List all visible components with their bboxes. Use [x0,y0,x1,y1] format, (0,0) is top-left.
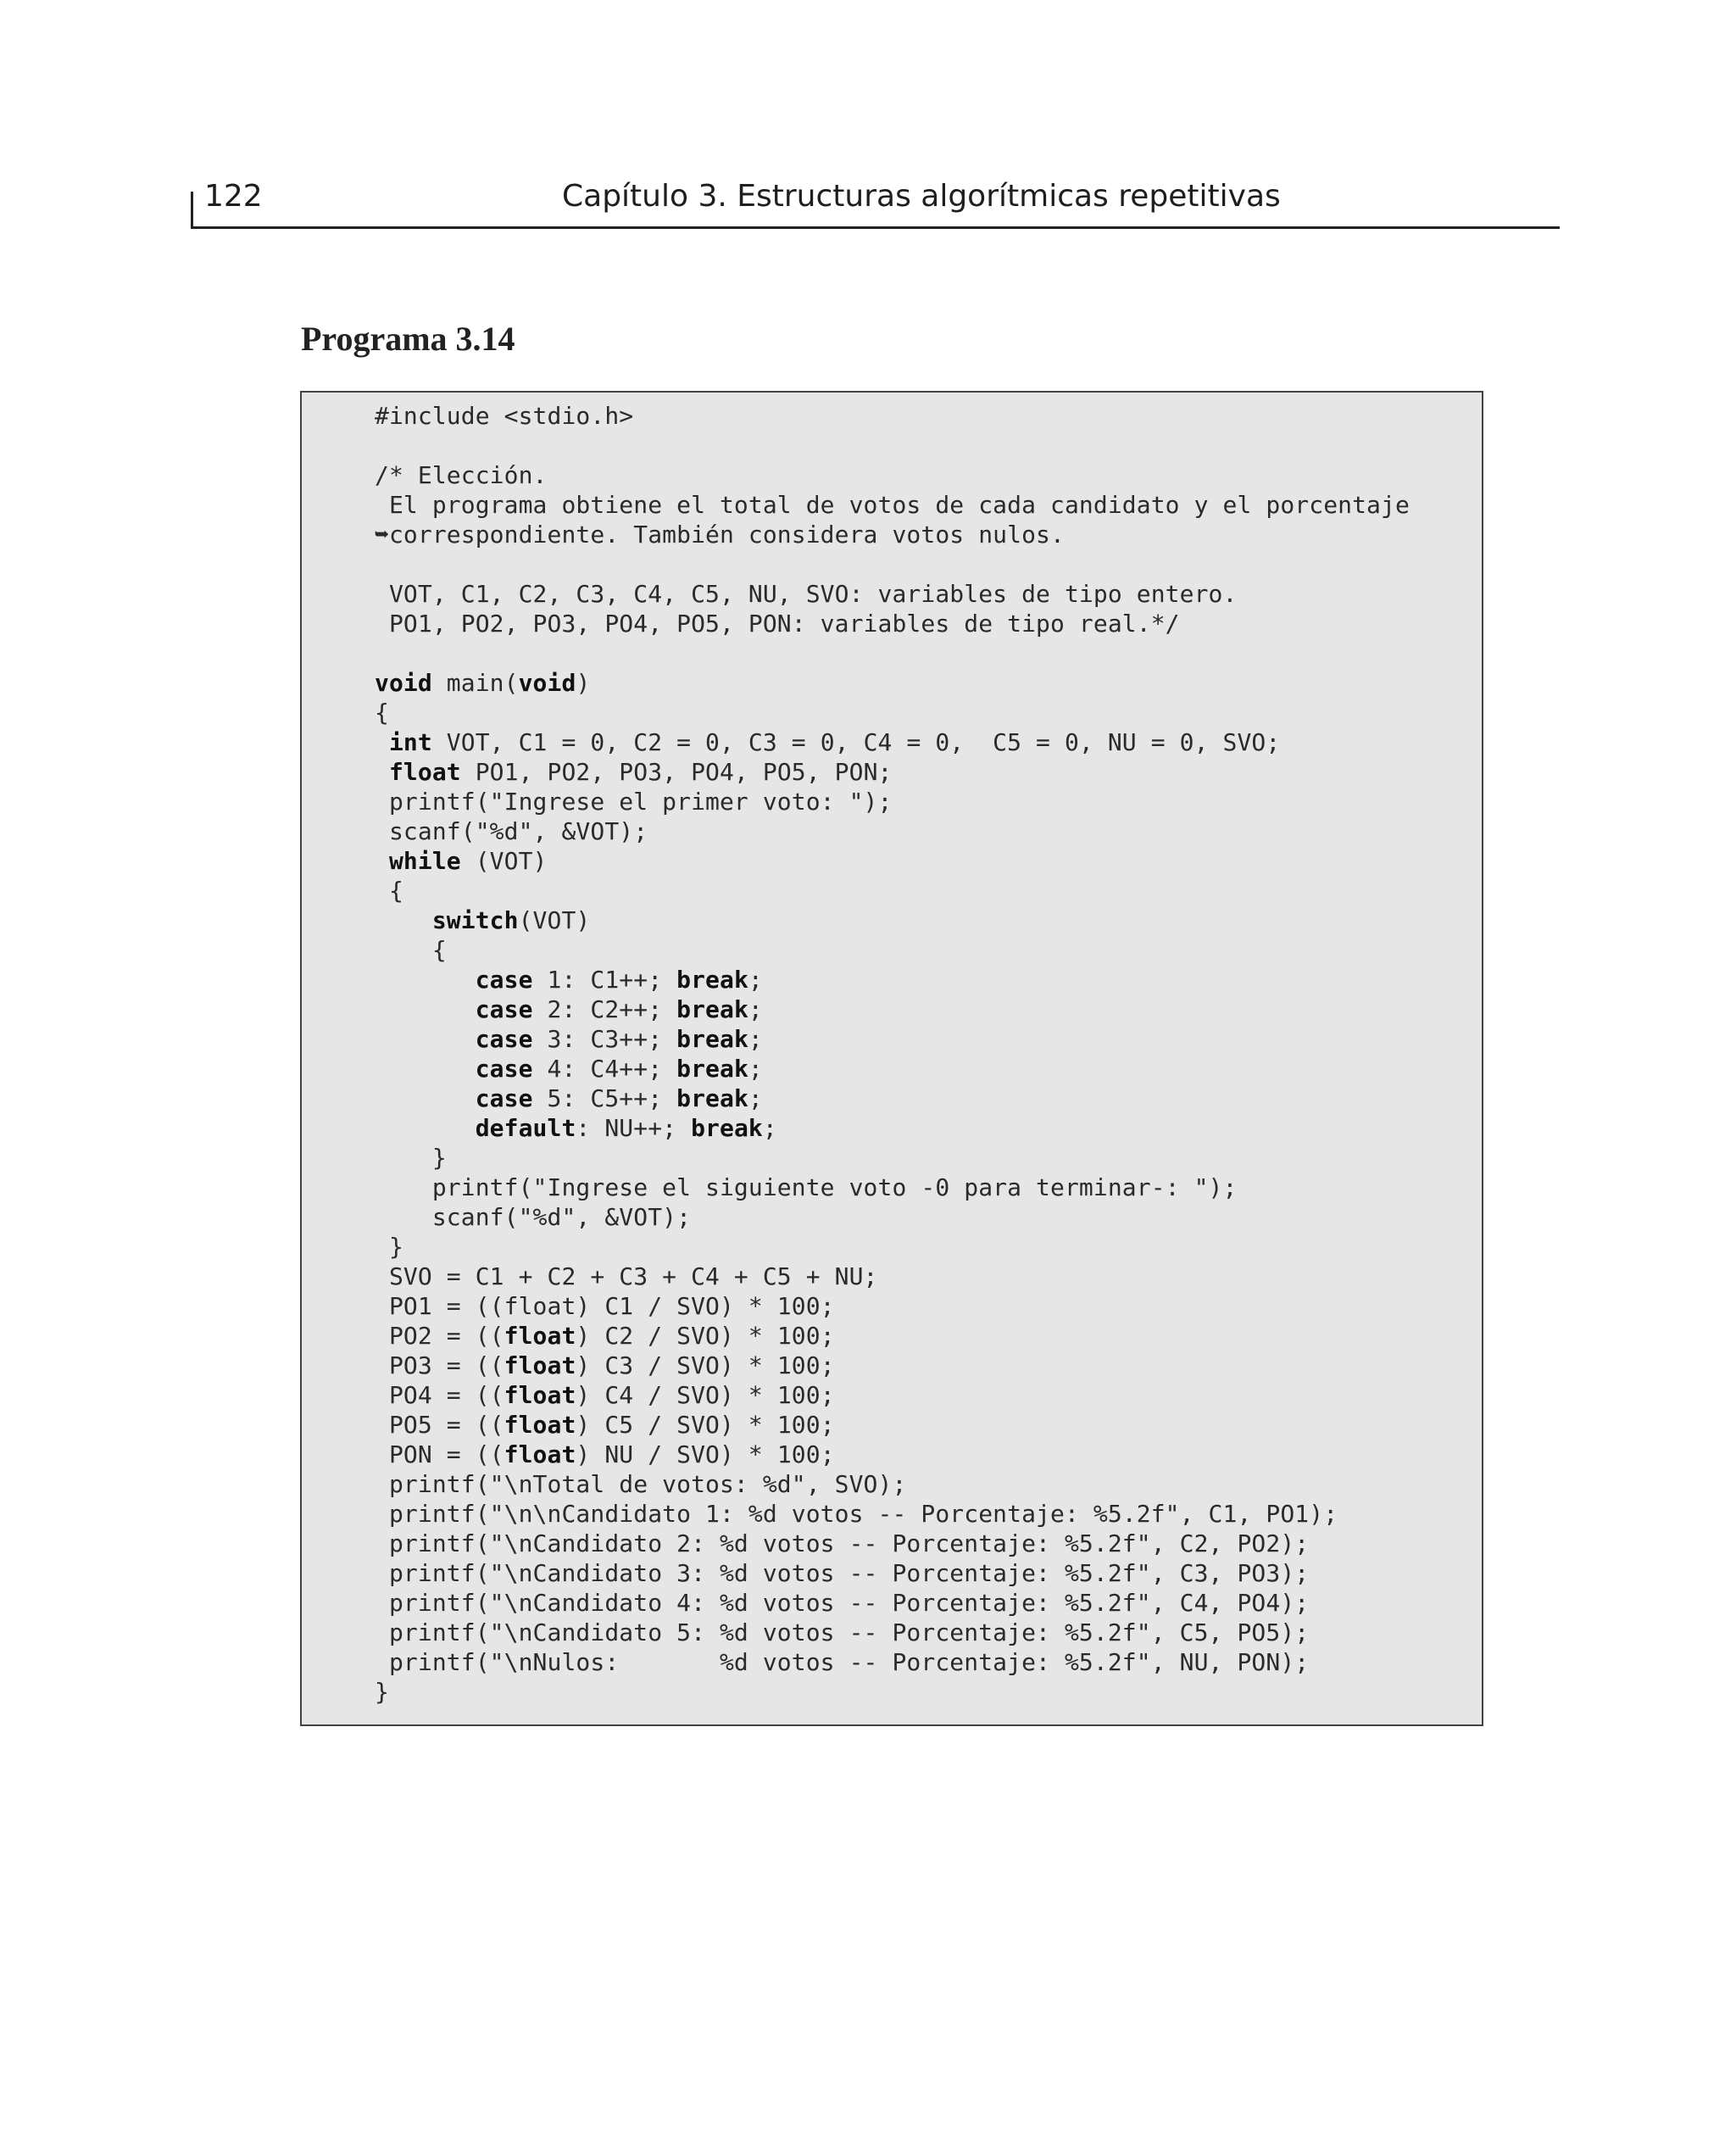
code-line: PO5 = ((float) C5 / SVO) * 100; [375,1411,835,1439]
code-line: printf("Ingrese el siguiente voto -0 para terminar-: "); [375,1173,1238,1201]
chapter-title: Capítulo 3. Estructuras algorítmicas repetitivas [562,179,1281,214]
code-listing [375,401,1410,1707]
code-line: default: NU++; break; [475,1114,777,1142]
program-title: Programa 3.14 [301,320,515,358]
code-line: int VOT, C1 = 0, C2 = 0, C3 = 0, C4 = 0, C5 = 0, NU = 0, SVO; [388,728,1281,756]
code-line: printf("\n\nCandidato 1: %d votos -- Porcentaje: %5.2f", C1, PO1); [375,1500,1338,1528]
code-line [375,638,1410,668]
code-line: float PO1, PO2, PO3, PO4, PO5, PON; [388,758,893,786]
code-line: switch(VOT) [431,906,591,934]
page-header [191,170,1560,229]
code-listing-box [300,391,1483,1726]
code-line: { [375,936,447,964]
code-line: } [375,1678,389,1706]
code-line [375,431,1410,460]
code-line: PO3 = ((float) C3 / SVO) * 100; [375,1351,835,1379]
code-line: ➥correspondiente. También considera votos nulos. [375,521,1065,549]
code-line [375,549,1410,579]
code-line: case 4: C4++; break; [475,1055,763,1083]
code-line: /* Elección. [375,461,548,489]
code-line: printf("\nCandidato 5: %d votos -- Porcentaje: %5.2f", C5, PO5); [375,1618,1310,1646]
header-rule [191,226,1560,229]
code-line: case 2: C2++; break; [475,995,763,1023]
code-line: VOT, C1, C2, C3, C4, C5, NU, SVO: variables de tipo entero. [375,580,1238,608]
code-line: void main(void) [375,669,591,697]
code-line: case 5: C5++; break; [475,1084,763,1112]
code-line: PO4 = ((float) C4 / SVO) * 100; [375,1381,835,1409]
code-line: printf("\nNulos: %d votos -- Porcentaje: %5.2f", NU, PON); [375,1648,1310,1676]
code-line: case 3: C3++; break; [475,1025,763,1053]
code-line: case 1: C1++; break; [475,966,763,994]
code-line: PO2 = ((float) C2 / SVO) * 100; [375,1322,835,1350]
code-line: { [375,699,389,727]
code-line: printf("\nTotal de votos: %d", SVO); [375,1470,907,1498]
code-line: PO1 = ((float) C1 / SVO) * 100; [375,1292,835,1320]
code-line: SVO = C1 + C2 + C3 + C4 + C5 + NU; [375,1262,878,1290]
page-number: 122 [204,179,263,214]
code-line: scanf("%d", &VOT); [375,817,648,845]
code-line: printf("\nCandidato 2: %d votos -- Porcentaje: %5.2f", C2, PO2); [375,1529,1310,1557]
code-line: } [375,1144,447,1172]
code-line: printf("\nCandidato 4: %d votos -- Porcentaje: %5.2f", C4, PO4); [375,1589,1310,1617]
code-line: PO1, PO2, PO3, PO4, PO5, PON: variables de tipo real.*/ [375,610,1180,638]
code-line: printf("\nCandidato 3: %d votos -- Porcentaje: %5.2f", C3, PO3); [375,1559,1310,1587]
code-line: while (VOT) [388,847,548,875]
header-corner-rule [191,192,193,229]
code-line: PON = ((float) NU / SVO) * 100; [375,1440,835,1468]
code-line: printf("Ingrese el primer voto: "); [375,788,893,816]
code-line: { [375,877,403,905]
code-line: #include <stdio.h> [375,402,634,430]
code-line: } [375,1233,403,1261]
code-line: scanf("%d", &VOT); [375,1203,692,1231]
code-line: El programa obtiene el total de votos de cada candidato y el porcentaje [375,491,1410,519]
